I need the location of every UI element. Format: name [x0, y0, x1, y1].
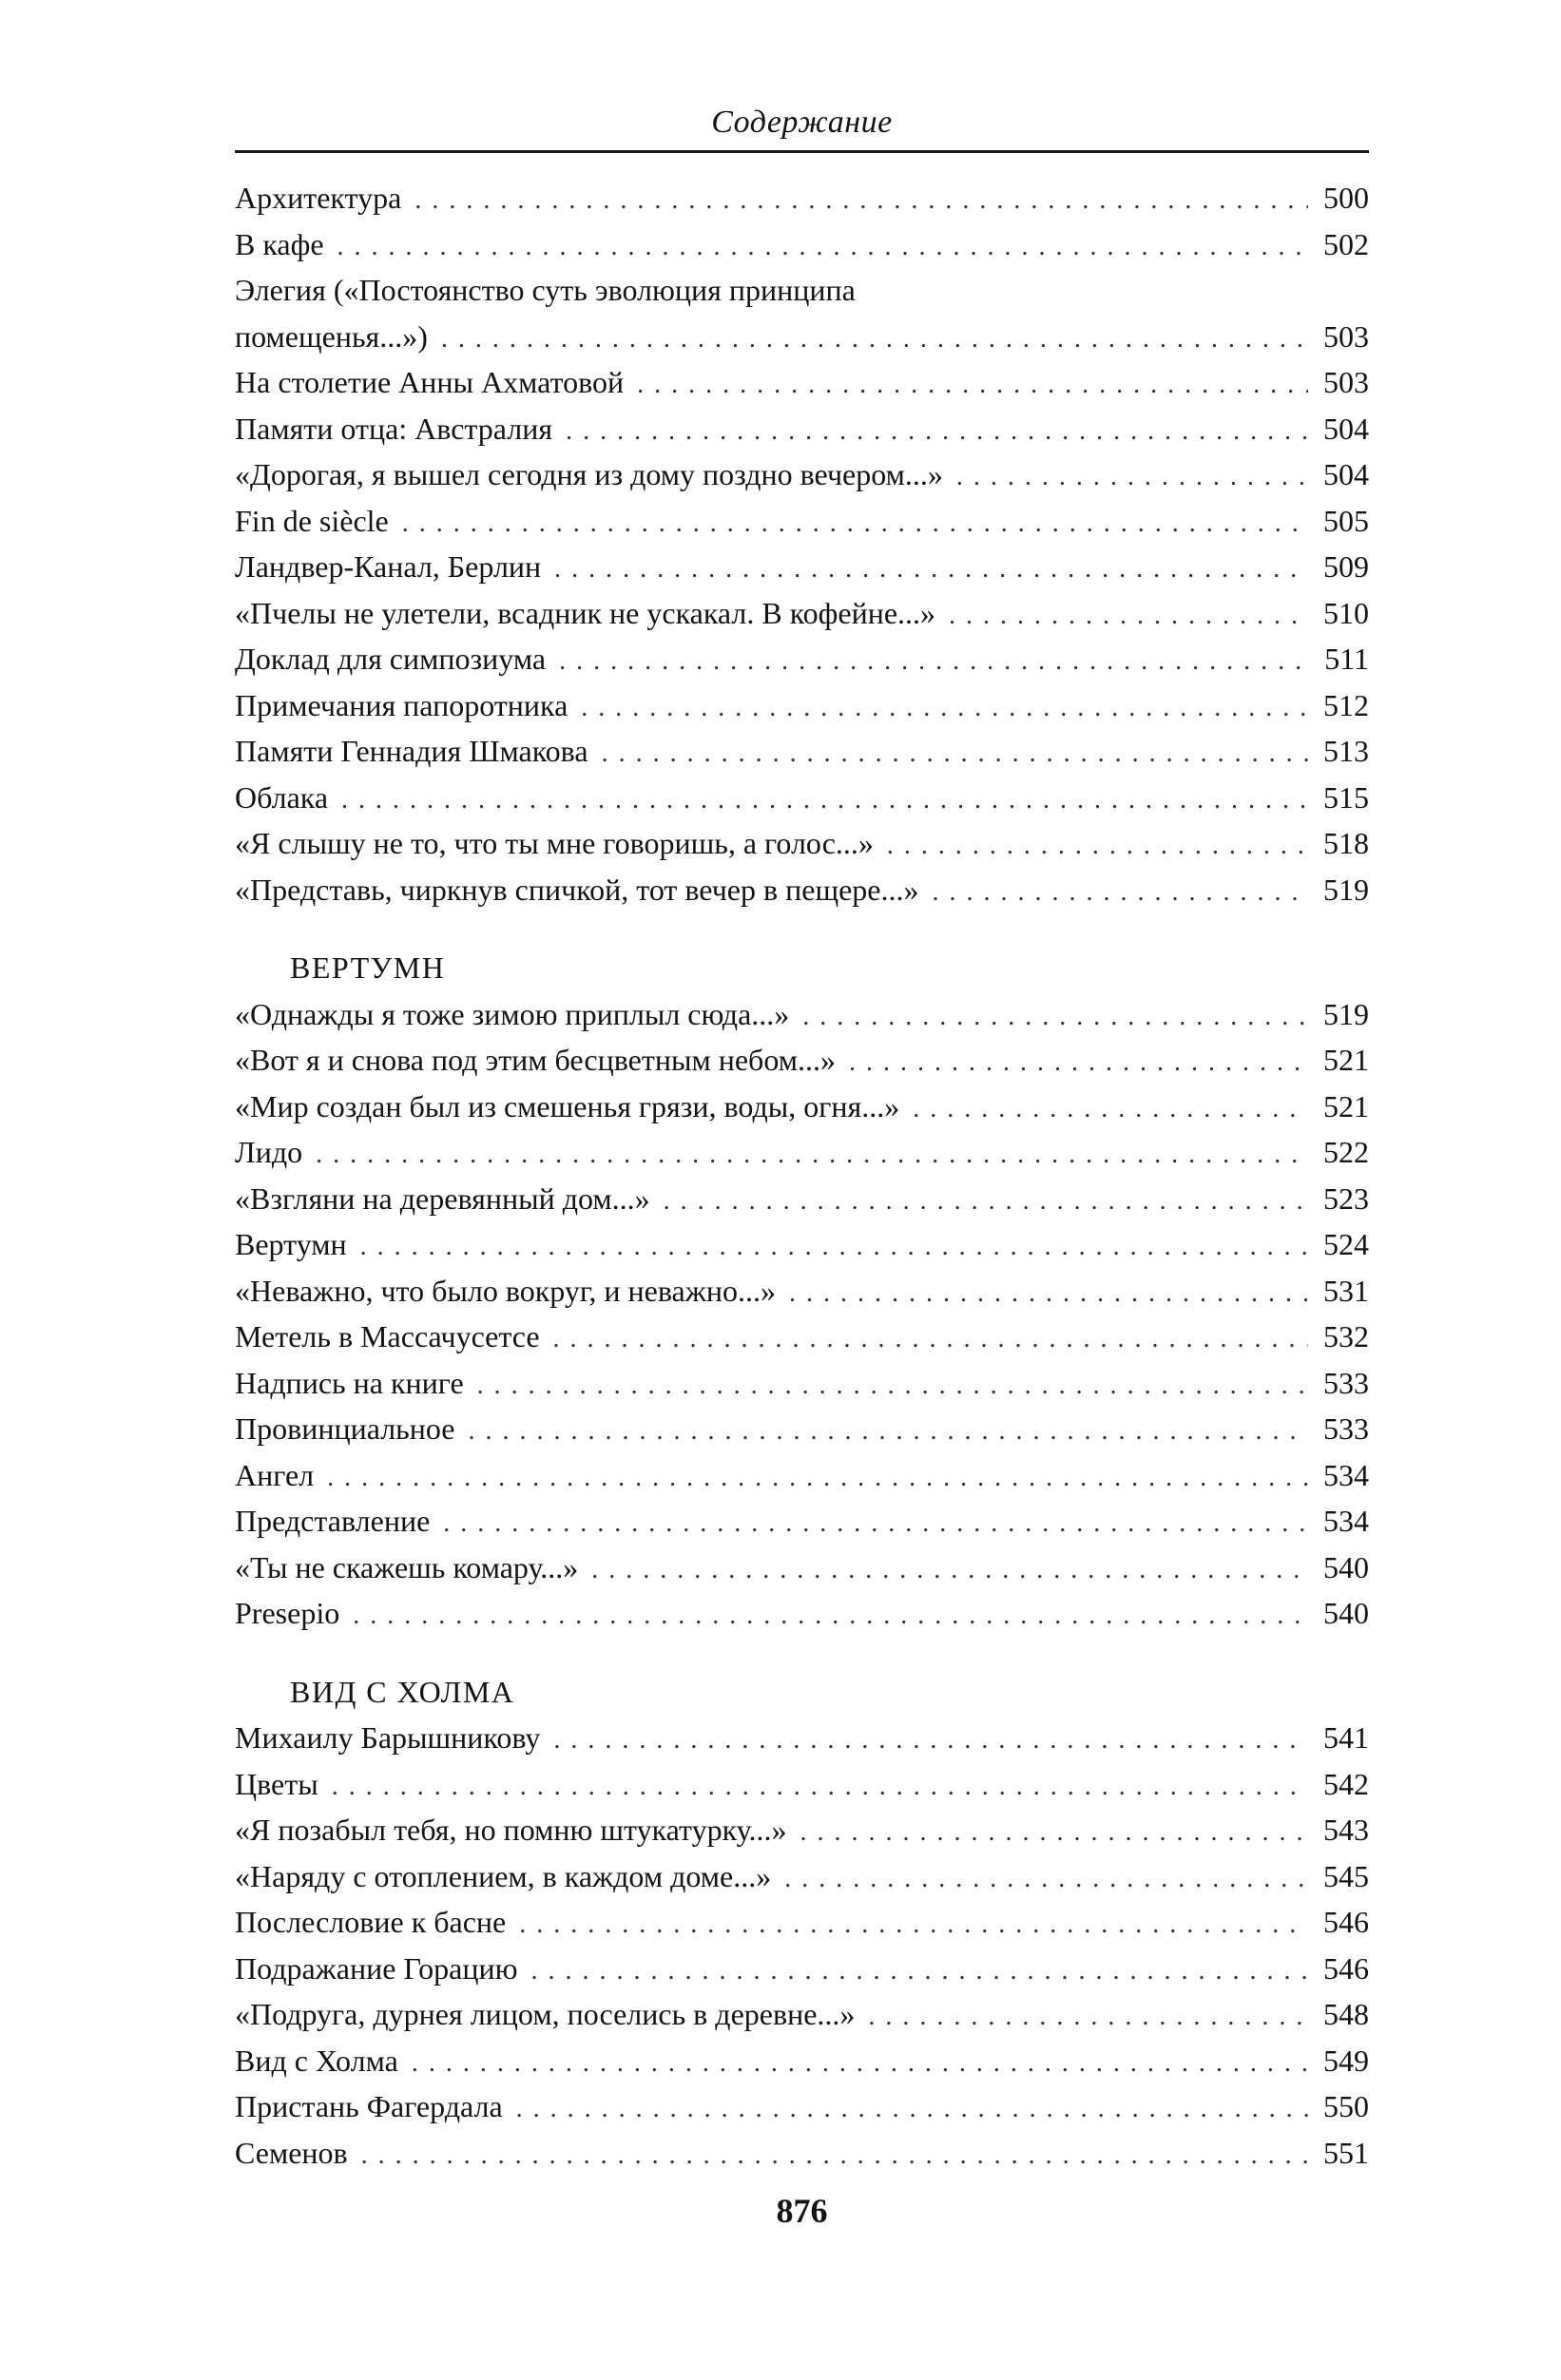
toc-entry-title: Метель в Массачусетсе — [235, 1319, 540, 1353]
toc-entry — [235, 175, 1369, 221]
dot-leader — [932, 870, 1308, 916]
toc-entry — [235, 1498, 1369, 1545]
running-header: Содержание — [711, 105, 893, 140]
dot-leader — [414, 178, 1308, 224]
toc-entry-title: Надпись на книге — [235, 1365, 464, 1400]
toc-entry-title: «Подруга, дурнея лицом, поселись в деревне...» — [235, 1997, 856, 2031]
toc-entry-page: 513 — [1323, 734, 1369, 768]
dot-leader — [553, 1718, 1308, 1764]
dot-leader — [559, 639, 1308, 685]
dot-leader — [530, 1948, 1308, 1995]
toc-entry — [235, 1268, 1369, 1315]
toc-entry — [235, 1221, 1369, 1268]
toc-entry-title: Примечания папоротника — [235, 687, 569, 722]
toc-entry-title: Михаилу Барышникову — [235, 1720, 541, 1755]
toc-entry-page: 533 — [1323, 1411, 1369, 1446]
toc-entry-title: «Мир создан был из смешенья грязи, воды, огня...» — [235, 1088, 900, 1123]
toc-entry-page: 521 — [1323, 1043, 1369, 1077]
toc-entry-title: «Дорогая, я вышел сегодня из дому поздно вечером...» — [235, 457, 943, 491]
toc-entry-title: Облака — [235, 779, 329, 815]
toc-entry — [235, 820, 1369, 867]
toc-entry-title: Семенов — [235, 2135, 348, 2170]
toc-entry-title: Пристань Фагердала — [235, 2089, 503, 2123]
toc-entry-page: 500 — [1323, 181, 1369, 215]
toc-entry — [235, 1176, 1369, 1222]
toc-entry-page: 534 — [1323, 1504, 1369, 1538]
toc-entry-title: Presepio — [235, 1596, 340, 1630]
toc-entry — [235, 1807, 1369, 1853]
toc-entry-title: Ландвер-Канал, Берлин — [235, 549, 542, 584]
toc-entry-page: 550 — [1323, 2089, 1369, 2123]
toc-entry — [235, 2038, 1369, 2084]
toc-entry-title: Вид с Холма — [235, 2043, 398, 2078]
toc-entry-page: 546 — [1323, 1950, 1369, 1986]
dot-leader — [581, 685, 1308, 732]
toc-entry-page: 524 — [1323, 1227, 1369, 1261]
dot-leader — [566, 409, 1308, 455]
dot-leader — [360, 1224, 1308, 1271]
toc-entry-page: 521 — [1323, 1088, 1369, 1123]
toc-entry — [235, 1991, 1369, 2038]
dot-leader — [789, 1271, 1308, 1317]
toc-entry-title: Лидо — [235, 1135, 303, 1169]
dot-leader — [664, 1179, 1308, 1225]
toc-entry — [235, 1314, 1369, 1360]
toc-entry — [235, 221, 1369, 268]
toc-entry — [235, 1545, 1369, 1591]
toc-entry — [235, 1761, 1369, 1808]
toc-entry-page: 518 — [1323, 826, 1369, 860]
toc-entry-title: Памяти Геннадия Шмакова — [235, 734, 588, 768]
dot-leader — [868, 1994, 1308, 2041]
toc-entry-page: 523 — [1323, 1180, 1369, 1216]
toc-entry-title: На столетие Анны Ахматовой — [235, 365, 625, 399]
dot-leader — [316, 1132, 1308, 1179]
toc-entry — [235, 682, 1369, 729]
toc-entry-title: «Однажды я тоже зимою приплыл сюда...» — [235, 996, 790, 1031]
toc-entry — [235, 590, 1369, 637]
toc-entry-page: 509 — [1323, 549, 1369, 584]
toc-entry-title: «Вот я и снова под этим бесцветным небом...» — [235, 1043, 836, 1077]
dot-leader — [800, 1810, 1308, 1856]
toc-entry-title: Представление — [235, 1504, 431, 1538]
dot-leader — [361, 2133, 1308, 2179]
toc-entry-title: В кафе — [235, 226, 324, 261]
toc-entry — [235, 1853, 1369, 1900]
toc-entry-page: 543 — [1323, 1813, 1369, 1847]
dot-leader — [332, 1764, 1308, 1811]
toc-entry-title: «Неважно, что было вокруг, и неважно...» — [235, 1273, 776, 1308]
toc-entry — [235, 544, 1369, 590]
dot-leader — [949, 593, 1308, 640]
toc-entry — [235, 1452, 1369, 1499]
toc-entry — [235, 1084, 1369, 1130]
dot-leader — [591, 1547, 1308, 1594]
toc-entry-title: «Ты не скажешь комару...» — [235, 1549, 579, 1584]
toc-entry-page: 512 — [1323, 687, 1369, 722]
toc-entry-page: 505 — [1323, 503, 1369, 538]
toc-entry-page: 541 — [1323, 1720, 1369, 1755]
toc-entry-title: «Взгляни на деревянный дом...» — [235, 1180, 650, 1216]
dot-leader — [956, 454, 1308, 501]
dot-leader — [553, 1316, 1308, 1363]
dot-leader — [849, 1040, 1308, 1086]
toc-entry — [235, 1715, 1369, 1761]
toc-entry-title: Послесловие к басне — [235, 1905, 507, 1939]
toc-entry-page: 532 — [1323, 1319, 1369, 1353]
dot-leader — [402, 501, 1308, 547]
toc-entry-page: 542 — [1323, 1766, 1369, 1801]
toc-entry — [235, 1406, 1369, 1452]
section-heading: ВЕРТУМН — [290, 950, 446, 985]
dot-leader — [784, 1856, 1308, 1903]
toc-entry-title: Памяти отца: Австралия — [235, 411, 553, 446]
toc-entry-page: 540 — [1323, 1596, 1369, 1630]
dot-leader — [887, 823, 1308, 870]
table-of-contents — [235, 175, 1369, 2176]
toc-entry-page: 540 — [1323, 1549, 1369, 1584]
toc-entry-page: 531 — [1323, 1273, 1369, 1308]
toc-entry-title: Элегия («Постоянство суть эволюция принципа — [235, 273, 856, 307]
toc-entry — [235, 1590, 1369, 1637]
toc-entry-title: «Пчелы не улетели, всадник не ускакал. В кофейне...» — [235, 595, 936, 630]
toc-entry-title: Подражание Горацию — [235, 1950, 518, 1986]
toc-entry-page: 549 — [1323, 2043, 1369, 2078]
toc-entry-title: Ангел — [235, 1457, 315, 1492]
toc-entry — [235, 498, 1369, 545]
toc-entry-title: «Я слышу не то, что ты мне говоришь, а голос...» — [235, 826, 874, 860]
toc-entry-page: 522 — [1323, 1135, 1369, 1169]
dot-leader — [341, 777, 1308, 824]
toc-entry-title: Fin de siècle — [235, 503, 389, 538]
toc-entry-page: 503 — [1323, 365, 1369, 399]
toc-entry — [235, 1360, 1369, 1407]
dot-leader — [327, 1455, 1308, 1502]
toc-entry-page: 515 — [1323, 779, 1369, 815]
toc-entry-title: Вертумн — [235, 1227, 347, 1261]
toc-entry-title: Цветы — [235, 1766, 318, 1801]
toc-entry-page: 519 — [1323, 872, 1369, 907]
header-rule — [235, 150, 1369, 153]
toc-entry-page: 534 — [1323, 1457, 1369, 1492]
toc-entry-page: 504 — [1323, 457, 1369, 491]
toc-entry — [235, 991, 1369, 1038]
toc-entry — [235, 314, 1369, 360]
toc-entry — [235, 728, 1369, 775]
dot-leader — [412, 2041, 1308, 2087]
dot-leader — [441, 317, 1308, 363]
toc-entry-title: Провинциальное — [235, 1411, 455, 1446]
toc-entry — [235, 1946, 1369, 1992]
dot-leader — [913, 1086, 1308, 1133]
toc-entry-page: 502 — [1323, 226, 1369, 261]
toc-entry — [235, 359, 1369, 406]
toc-entry-page: 519 — [1323, 996, 1369, 1031]
toc-entry — [235, 1899, 1369, 1946]
dot-leader — [477, 1363, 1308, 1410]
dot-leader — [353, 1593, 1308, 1640]
toc-entry-title: «Представь, чиркнув спичкой, тот вечер в пещере...» — [235, 872, 919, 907]
toc-entry-first-line — [235, 267, 1369, 314]
toc-entry-title: «Наряду с отоплением, в каждом доме...» — [235, 1858, 772, 1893]
toc-entry — [235, 867, 1369, 913]
toc-entry-page: 548 — [1323, 1997, 1369, 2031]
toc-entry — [235, 2083, 1369, 2130]
toc-entry-page: 511 — [1324, 642, 1369, 676]
dot-leader — [602, 731, 1308, 777]
toc-entry — [235, 1129, 1369, 1176]
section-heading: ВИД С ХОЛМА — [290, 1674, 515, 1709]
dot-leader — [337, 224, 1308, 271]
dot-leader — [443, 1501, 1308, 1547]
toc-entry-page: 545 — [1323, 1858, 1369, 1893]
toc-entry-page: 546 — [1323, 1905, 1369, 1939]
toc-entry — [235, 1037, 1369, 1084]
toc-entry-title: Архитектура — [235, 181, 402, 215]
toc-entry-page: 504 — [1323, 411, 1369, 446]
toc-entry — [235, 636, 1369, 682]
dot-leader — [637, 362, 1308, 409]
dot-leader — [802, 994, 1308, 1041]
toc-entry — [235, 2130, 1369, 2177]
toc-entry-title: Доклад для симпозиума — [235, 642, 547, 676]
toc-entry — [235, 406, 1369, 452]
toc-entry — [235, 775, 1369, 821]
toc-entry-title: помещенья...») — [235, 318, 428, 354]
dot-leader — [519, 1902, 1308, 1948]
page-number: 876 — [776, 2192, 828, 2230]
toc-entry-page: 503 — [1323, 318, 1369, 354]
dot-leader — [468, 1409, 1308, 1455]
toc-entry-page: 551 — [1323, 2135, 1369, 2170]
dot-leader — [554, 547, 1308, 593]
dot-leader — [516, 2086, 1308, 2133]
toc-entry-page: 510 — [1323, 595, 1369, 630]
toc-entry-title: «Я позабыл тебя, но помню штукатурку...» — [235, 1813, 787, 1847]
toc-entry — [235, 451, 1369, 498]
toc-entry-page: 533 — [1323, 1365, 1369, 1400]
